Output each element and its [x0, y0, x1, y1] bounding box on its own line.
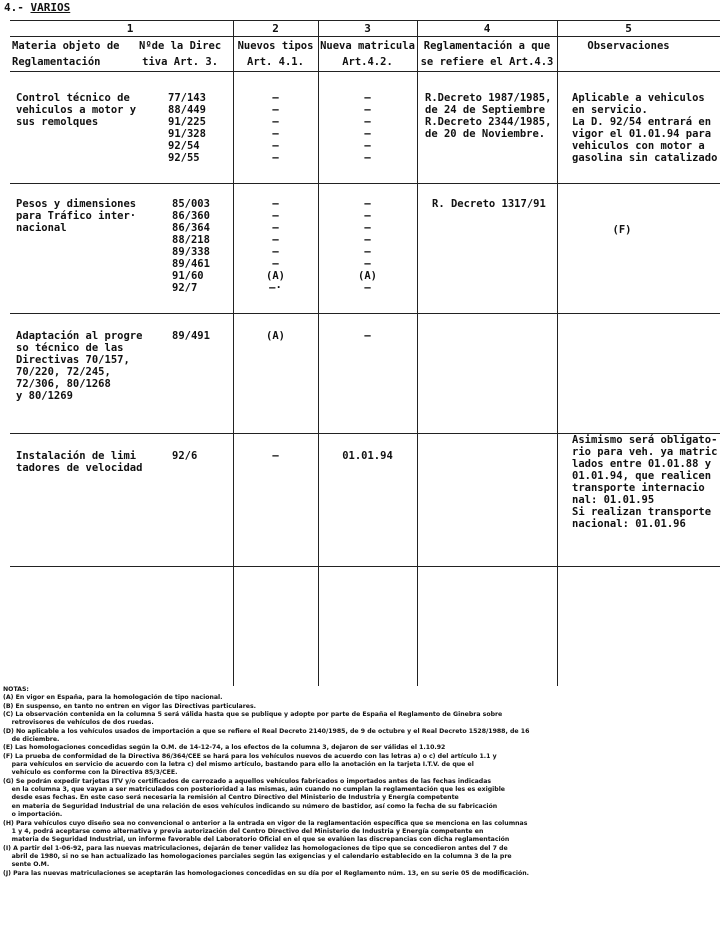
table-cell-observaciones: Aplicable a vehiculos en servicio. La D. 92/54 entrará en vigor el 01.01.94 para vehiculos con motor a gasolina sin catalizado [572, 92, 718, 164]
table-cell-reglamentacion: R. Decreto 1317/91 [432, 198, 546, 210]
table-cell-directiva: 89/491 [172, 330, 210, 342]
note-line: sente O.M. [3, 861, 50, 869]
table-cell-materia: Pesos y dimensiones para Tráfico inter· nacional [16, 198, 137, 234]
column-header-nueva-matricula: Nueva matricula Art.4.2. [320, 40, 415, 68]
note-line: (C) La observación contenida en la columna 5 será válida hasta que se publique y adopte por parte de España el Reglamento de Ginebra sobre [3, 711, 503, 719]
note-line: para vehículos en servicio de acuerdo con la letra c) del mismo artículo, bastando para ello la anotación en la tarjeta I.T.V. de que el [3, 761, 474, 769]
column-header-nuevos-tipos: Nuevos tipos Art. 4.1. [237, 40, 314, 68]
row-divider [10, 566, 720, 567]
section-heading [4, 1, 70, 14]
table-top-border [10, 20, 720, 21]
column-header-materia: Materia objeto de Reglamentación [12, 40, 120, 68]
note-line: (J) Para las nuevas matriculaciones se aceptarán las homologaciones concedidas en su día por el Reglamento núm. 13, en su serie 05 de modificación. [3, 869, 529, 877]
note-line: (F) La prueba de conformidad de la Directiva 86/364/CEE se hará para los vehículos nuevos de acuerdo con las letras a) o c) del artículo 1.1 y [3, 752, 497, 760]
section-title: VARIOS [30, 1, 71, 14]
notes-title: NOTAS: [3, 686, 29, 693]
table-cell-observaciones: Asimismo será obligato- rio para veh. ya matric lados entre 01.01.88 y 01.01.94, que realicen transporte internacio nal: 01.01.95 Si realizan transporte nacional: 01.01.96 [572, 434, 718, 530]
column-number: 3 [364, 22, 371, 35]
row-divider [10, 183, 720, 184]
note-line: (A) En vigor en España, para la homologación de tipo nacional. [3, 694, 223, 702]
note-line: desde esas fechas. En este caso será necesaria la remisión al Centro Directivo del Ministerio de Industria y Energía competente [3, 794, 459, 802]
notes-section [3, 686, 717, 878]
note-line: (D) No aplicable a los vehículos usados de importación a que se refiere el Real Decreto 2140/1985, de 9 de octubre y el Real Decreto 1528/1988, de 16 [3, 727, 530, 735]
note-line: (E) Las homologaciones concedidas según la O.M. de 14-12-74, a los efectos de la columna 3, dejaron de ser válidas el 1.10.92 [3, 744, 446, 752]
column-header-observaciones: Observaciones [587, 40, 670, 52]
note-line: o importación. [3, 811, 63, 819]
note-line: abril de 1980, si no se han actualizado las homologaciones parciales según las exigencias y el calendario establecido en la columna 3 de la pre [3, 852, 512, 860]
table-cell-nuevos-tipos: (A) [266, 330, 285, 342]
note-line: 1 y 4, podrá aceptarse como alternativa y previa autorización del Centro Directivo del Ministerio de Industria y Energía competente en [3, 827, 484, 835]
table-cell-observaciones: (F) [612, 224, 632, 236]
column-number: 2 [272, 22, 279, 35]
note-line: (G) Se podrán expedir tarjetas ITV y/o certificados de carrozado a aquellos vehículos fabricados o importados antes de las fechas indicadas [3, 777, 492, 785]
table-cell-nuevos-tipos: – – – – – – [272, 92, 279, 164]
note-line: de diciembre. [3, 736, 60, 744]
table-cell-nuevos-tipos: – – – – – – (A) –· [266, 198, 285, 294]
note-line: materia de Seguridad Industrial, un informe favorable del Laboratorio Oficial en el que se evalúen las discrepancias con dicha reglamentación [3, 836, 510, 844]
note-line: (I) A partir del 1-06-92, para las nuevas matriculaciones, dejarán de tener validez las homologaciones de tipo que se concedieron antes del 7 de [3, 844, 508, 852]
column-number-divider [10, 36, 720, 37]
table-cell-materia: Adaptación al progre so técnico de las Directivas 70/157, 70/220, 72/245, 72/306, 80/1268 y 80/1269 [16, 330, 143, 402]
column-number: 1 [126, 22, 134, 35]
column-divider [417, 20, 418, 686]
column-header-reglamentacion: Reglamentación a que se refiere el Art.4.3 [420, 40, 554, 68]
row-divider [10, 313, 720, 314]
column-number: 5 [625, 22, 632, 35]
table-cell-materia: Control técnico de vehiculos a motor y sus remolques [16, 92, 137, 128]
table-cell-nueva-matricula: 01.01.94 [342, 450, 393, 462]
table-cell-nueva-matricula: – [364, 330, 371, 342]
header-bottom-border [10, 71, 720, 72]
note-line: (H) Para vehículos cuyo diseño sea no convencional o anterior a la entrada en vigor de la reglamentación específica que se menciona en las columnas [3, 819, 528, 827]
section-number: 4.- [4, 1, 24, 14]
table-cell-directiva: 85/003 86/360 86/364 88/218 89/338 89/461 91/60 92/7 [172, 198, 210, 294]
table-cell-directiva: 77/143 88/449 91/225 91/328 92/54 92/55 [168, 92, 206, 164]
note-line: en la columna 3, que vayan a ser matriculados con posterioridad a las mismas, aún cuando no cumplan la reglamentación que les es exigible [3, 786, 506, 794]
table-cell-reglamentacion: R.Decreto 1987/1985, de 24 de Septiembre R.Decreto 2344/1985, de 20 de Noviembre. [425, 92, 552, 140]
table-cell-materia: Instalación de limi tadores de velocidad [16, 450, 143, 474]
note-line: retrovisores de vehículos de dos ruedas. [3, 719, 154, 727]
table-cell-nueva-matricula: – – – – – – (A) – [358, 198, 377, 294]
note-line: (B) En suspenso, en tanto no entren en vigor las Directivas particulares. [3, 702, 256, 710]
column-number: 4 [483, 22, 491, 35]
note-line: en materia de Seguridad Industrial de una relación de esos vehículos indicando su número de bastidor, así como la fecha de su fabricación [3, 802, 498, 810]
column-divider [557, 20, 558, 686]
table-cell-directiva: 92/6 [172, 450, 198, 462]
note-line: vehículo es conforme con la Directiva 85/3/CEE. [3, 769, 178, 777]
table-cell-nueva-matricula: – – – – – – [364, 92, 371, 164]
table-cell-nuevos-tipos: – [272, 450, 279, 462]
column-header-directiva: Nºde la Direc tiva Art. 3. [139, 40, 222, 68]
